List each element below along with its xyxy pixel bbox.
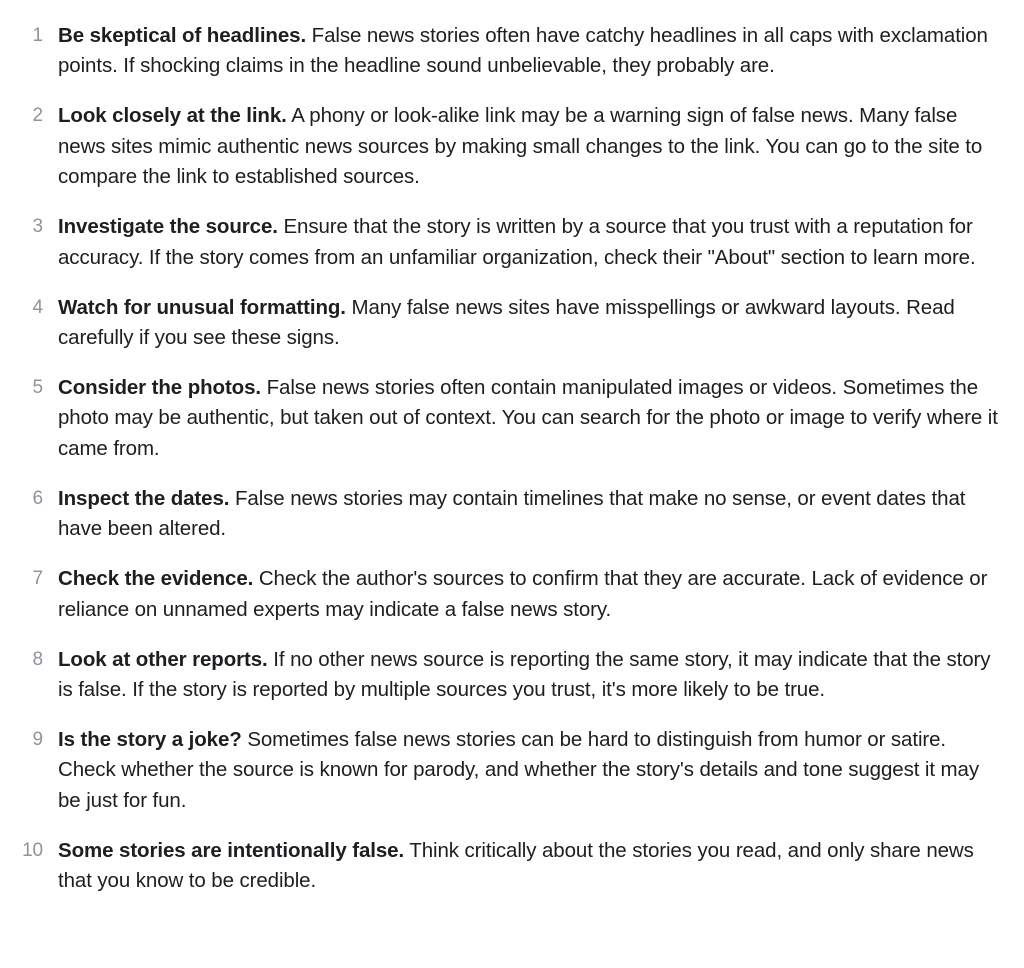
- tip-title: Investigate the source.: [58, 215, 278, 239]
- tip-number: 2: [32, 105, 43, 127]
- tip-title: Watch for unusual formatting.: [58, 295, 346, 319]
- tip-item: [0, 836, 1024, 897]
- tip-body: False news stories often have catchy headlines in all caps with exclamation points. If shocking claims in the headline sound unbelievable, they probably are.: [58, 24, 988, 78]
- tip-number: 3: [32, 216, 43, 238]
- tip-body: If no other news source is reporting the same story, it may indicate that the story is false. If the story is reported by multiple sources you trust, it's more likely to be true.: [58, 647, 991, 702]
- tip-item: [0, 212, 1024, 273]
- tip-body: False news stories often contain manipulated images or videos. Sometimes the photo may be authentic, but taken out of context. You can search for the photo or image to verify where it came from.: [58, 376, 998, 460]
- tip-title: Look at other reports.: [58, 647, 268, 671]
- tip-title: Be skeptical of headlines.: [58, 24, 307, 47]
- tip-body: False news stories may contain timelines that make no sense, or event dates that have been altered.: [58, 486, 966, 541]
- tip-title: Inspect the dates.: [58, 486, 230, 510]
- tip-title: Look closely at the link.: [58, 104, 287, 128]
- tip-body: Ensure that the story is written by a source that you trust with a reputation for accuracy. If the story comes from an unfamiliar organization, check their "About" section to learn more.: [58, 215, 976, 269]
- tip-item: [0, 725, 1024, 816]
- tip-number: 1: [32, 25, 43, 46]
- tip-item: [0, 21, 1024, 82]
- tip-number: 10: [22, 839, 43, 861]
- tip-title: Some stories are intentionally false.: [58, 838, 405, 862]
- tip-body: Many false news sites have misspellings or awkward layouts. Read carefully if you see these signs.: [58, 295, 955, 350]
- tip-item: [0, 373, 1024, 464]
- tip-body: Check the author's sources to confirm that they are accurate. Lack of evidence or reliance on unnamed experts may indicate a false news story.: [58, 567, 988, 621]
- tip-number: 9: [32, 729, 43, 751]
- tip-body: Think critically about the stories you read, and only share news that you know to be credible.: [58, 838, 974, 893]
- tip-item: [0, 293, 1024, 354]
- tip-number: 7: [32, 568, 43, 590]
- tip-title: Check the evidence.: [58, 567, 254, 591]
- tip-number: 8: [32, 648, 43, 670]
- tip-item: [0, 564, 1024, 625]
- tips-list: [0, 21, 1024, 916]
- tip-number: 4: [32, 296, 43, 318]
- tip-title: Is the story a joke?: [58, 728, 242, 752]
- tip-number: 5: [32, 377, 43, 399]
- tip-body: A phony or look-alike link may be a warning sign of false news. Many false news sites mimic authentic news sources by making small changes to the link. You can go to the site to compare the link to established sources.: [58, 104, 983, 189]
- tip-number: 6: [32, 487, 43, 509]
- tip-item: [0, 645, 1024, 706]
- tip-item: [0, 484, 1024, 545]
- tip-title: Consider the photos.: [58, 376, 262, 400]
- tip-body: Sometimes false news stories can be hard to distinguish from humor or satire. Check whether the source is known for parody, and whether the story's details and tone suggest it may be just for fun.: [58, 728, 979, 812]
- tip-item: [0, 101, 1024, 192]
